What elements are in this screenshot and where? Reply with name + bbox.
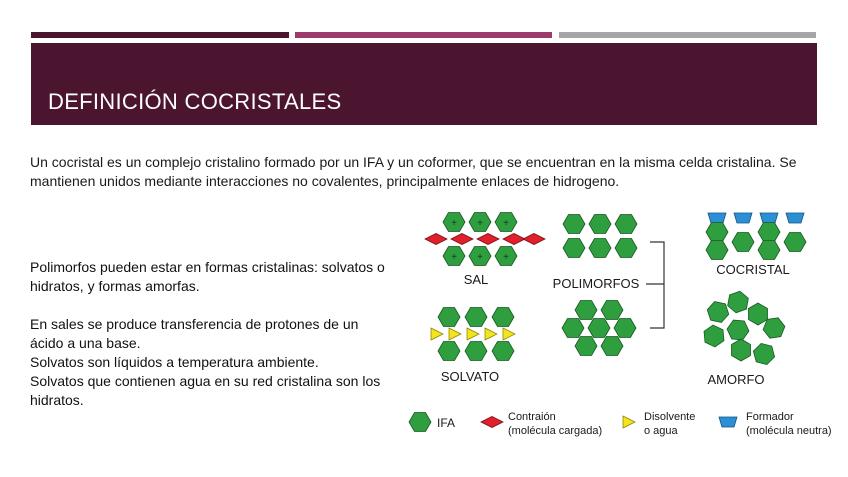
ifa-hexagon [614,319,636,338]
ifa-hexagon [706,241,728,260]
ifa-hexagon [706,223,728,242]
legend-contraion-label: Contraión [508,411,556,423]
crystal-forms-diagram [396,202,842,442]
slide-title: DEFINICIÓN COCRISTALES [48,89,342,114]
bullet-text-block [30,258,390,410]
disolvente-triangle [503,328,515,340]
legend-disolvente-desc: o agua [644,425,678,437]
legend-disolvente-label: Disolvente [644,411,696,423]
ifa-hexagon [465,342,487,361]
point-polimorfos: Polimorfos pueden estar en formas cristalinas: solvatos o hidratos, y formas amorfas. [30,259,385,294]
sal-structure [425,213,545,266]
contraion-diamond [503,234,525,245]
label-cocristal: COCRISTAL [716,262,790,277]
contraion-diamond [523,234,545,245]
amorfo-structure [700,289,786,366]
accent-bar-dark [31,32,289,38]
ifa-hexagon [705,300,730,323]
legend-formador-icon [719,417,737,427]
legend-formador-desc: (molécula neutra) [746,425,832,437]
disolvente-triangle [485,328,497,340]
label-solvato: SOLVATO [440,369,500,384]
label-polimorfos: POLIMORFOS [552,276,640,291]
ifa-hexagon [465,308,487,327]
solvato-structure [431,308,515,361]
svg-text:+: + [451,218,457,229]
ifa-hexagon [438,342,460,361]
ifa-hexagon [562,319,584,338]
ifa-hexagon [700,323,728,350]
label-sal: SAL [463,272,489,287]
ifa-hexagon [784,233,806,252]
ifa-hexagon [563,239,585,258]
ifa-hexagon [615,215,637,234]
ifa-hexagon [727,336,756,363]
formador-trapezoid [760,213,778,223]
ifa-hexagon [438,308,460,327]
polimorfo-structure-2 [562,301,636,356]
legend-contraion-icon [481,417,503,428]
ifa-hexagon [575,337,597,356]
ifa-hexagon [724,289,751,314]
ifa-hexagon [732,233,754,252]
accent-bar-plum [295,32,552,38]
ifa-hexagon [601,337,623,356]
legend-ifa-label: IFA [437,416,456,430]
ifa-hexagon [492,342,514,361]
ifa-hexagon [615,239,637,258]
contraion-diamond [425,234,447,245]
ifa-hexagon [726,320,750,341]
ifa-hexagon [601,301,623,320]
ifa-hexagon [758,241,780,260]
cocristal-structure [706,213,806,260]
point-hidratos: Solvatos que contienen agua en su red cristalina son los hidratos. [30,373,381,408]
contraion-diamond [451,234,473,245]
legend-ifa-icon [409,413,431,432]
polimorfo-structure-1 [563,215,637,258]
point-solvatos-liquidos: Solvatos son líquidos a temperatura ambiente. [30,354,319,370]
intro-paragraph: Un cocristal es un complejo cristalino formado por un IFA y un coformer, que se encuentran en la misma celda cristalina. Se mantienen unidos mediante interacciones no covalentes, principalmente enlaces de hidrogeno. [30,154,797,189]
ifa-hexagon [758,223,780,242]
formador-trapezoid [786,213,804,223]
ifa-hexagon [563,215,585,234]
ifa-hexagon [575,301,597,320]
svg-text:+: + [503,218,509,229]
label-amorfo: AMORFO [707,372,765,387]
svg-text:+: + [477,252,483,263]
disolvente-triangle [467,328,479,340]
svg-text:+: + [503,252,509,263]
disolvente-triangle [449,328,461,340]
point-sales: En sales se produce transferencia de protones de un ácido a una base. [30,316,359,351]
legend-formador-label: Formador [746,411,794,423]
title-banner [31,43,817,125]
ifa-hexagon [751,342,777,366]
polimorfos-bracket [646,242,664,328]
svg-text:+: + [477,218,483,229]
ifa-hexagon [492,308,514,327]
svg-text:+: + [451,252,457,263]
legend-contraion-desc: (molécula cargada) [508,425,603,437]
accent-bar-gray [559,32,816,38]
disolvente-triangle [431,328,443,340]
contraion-diamond [477,234,499,245]
ifa-hexagon [589,239,611,258]
formador-trapezoid [734,213,752,223]
ifa-hexagon [588,319,610,338]
legend-disolvente-icon [623,416,635,428]
legend [409,411,832,437]
ifa-hexagon [589,215,611,234]
formador-trapezoid [708,213,726,223]
